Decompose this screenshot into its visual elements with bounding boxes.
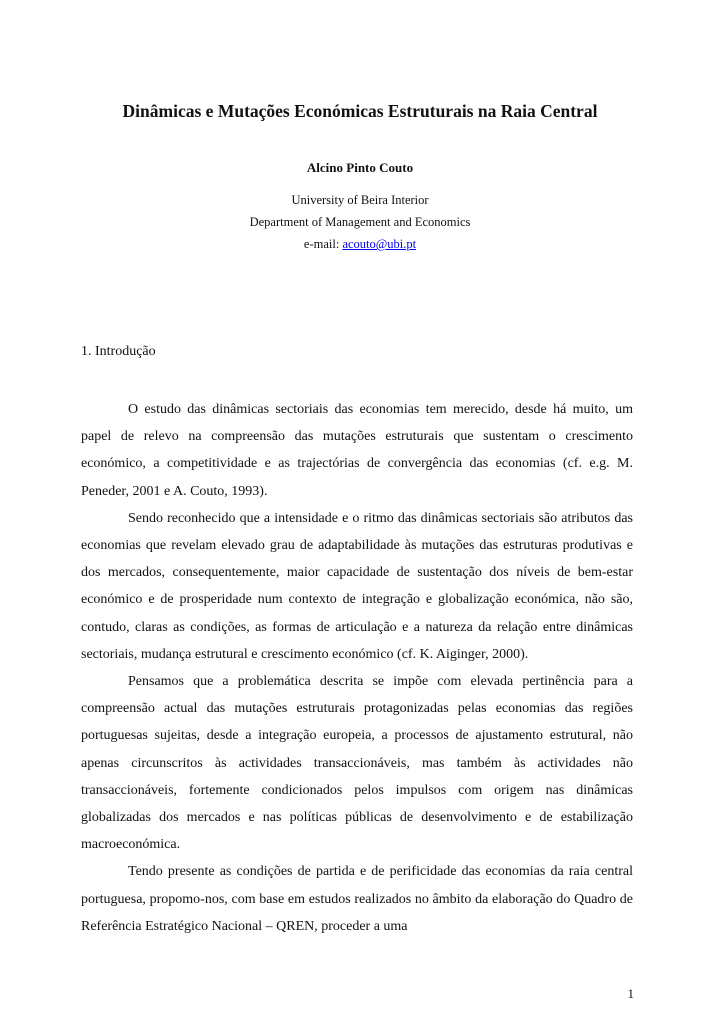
section-heading: 1. Introdução xyxy=(81,344,156,359)
email-label: e-mail: xyxy=(303,237,343,251)
affiliation-department: Department of Management and Economics xyxy=(249,215,471,229)
paragraph: Pensamos que a problemática descrita se impõe com elevada pertinência para a compreensão actual das mutações estruturais protagonizadas pelas economias das regiões portuguesas sujeitas, desde a integração europeia, a processos de ajustamento estrutural, não apenas circunscritos às actividades transaccionáveis, mas também às actividades não transaccionáveis, fortemente condicionados pelos impulsos com origem nas dinâmicas globalizadas dos mercados e nas políticas públicas de desenvolvimento e de estabilização macroeconómica. xyxy=(81,674,633,853)
paragraph: Tendo presente as condições de partida e de perificidade das economias da raia central portuguesa, propomo-nos, com base em estudos realizados no âmbito da elaboração do Quadro de Referência Estratégico Nacional – QREN, proceder a uma xyxy=(81,864,633,934)
email-link[interactable]: acouto@ubi.pt xyxy=(342,237,417,251)
section-body xyxy=(81,396,633,940)
paragraph: Sendo reconhecido que a intensidade e o ritmo das dinâmicas sectoriais são atributos das economias que revelam elevado grau de adaptabilidade às mutações das estruturas produtivas e dos mercados, consequentemente, maior capacidade de sustentação dos níveis de bem-estar económico e de prosperidade num contexto de integração e globalização económica, não são, contudo, claras as condições, as formas de articulação e a natureza da relação entre dinâmicas sectoriais, mudança estrutural e crescimento económico (cf. K. Aiginger, 2000). xyxy=(81,510,633,662)
author-name: Alcino Pinto Couto xyxy=(306,160,414,175)
paragraph: O estudo das dinâmicas sectoriais das economias tem merecido, desde há muito, um papel de relevo na compreensão das mutações estruturais que sustentam o crescimento económico, a competitividade e as trajectórias de convergência das economias (cf. e.g. M. Peneder, 2001 e A. Couto, 1993). xyxy=(81,402,633,499)
page-number: 1 xyxy=(627,986,634,1001)
paper-title: Dinâmicas e Mutações Económicas Estruturais na Raia Central xyxy=(122,101,598,121)
affiliation-university: University of Beira Interior xyxy=(291,193,429,207)
affiliation-email-line xyxy=(0,235,720,253)
